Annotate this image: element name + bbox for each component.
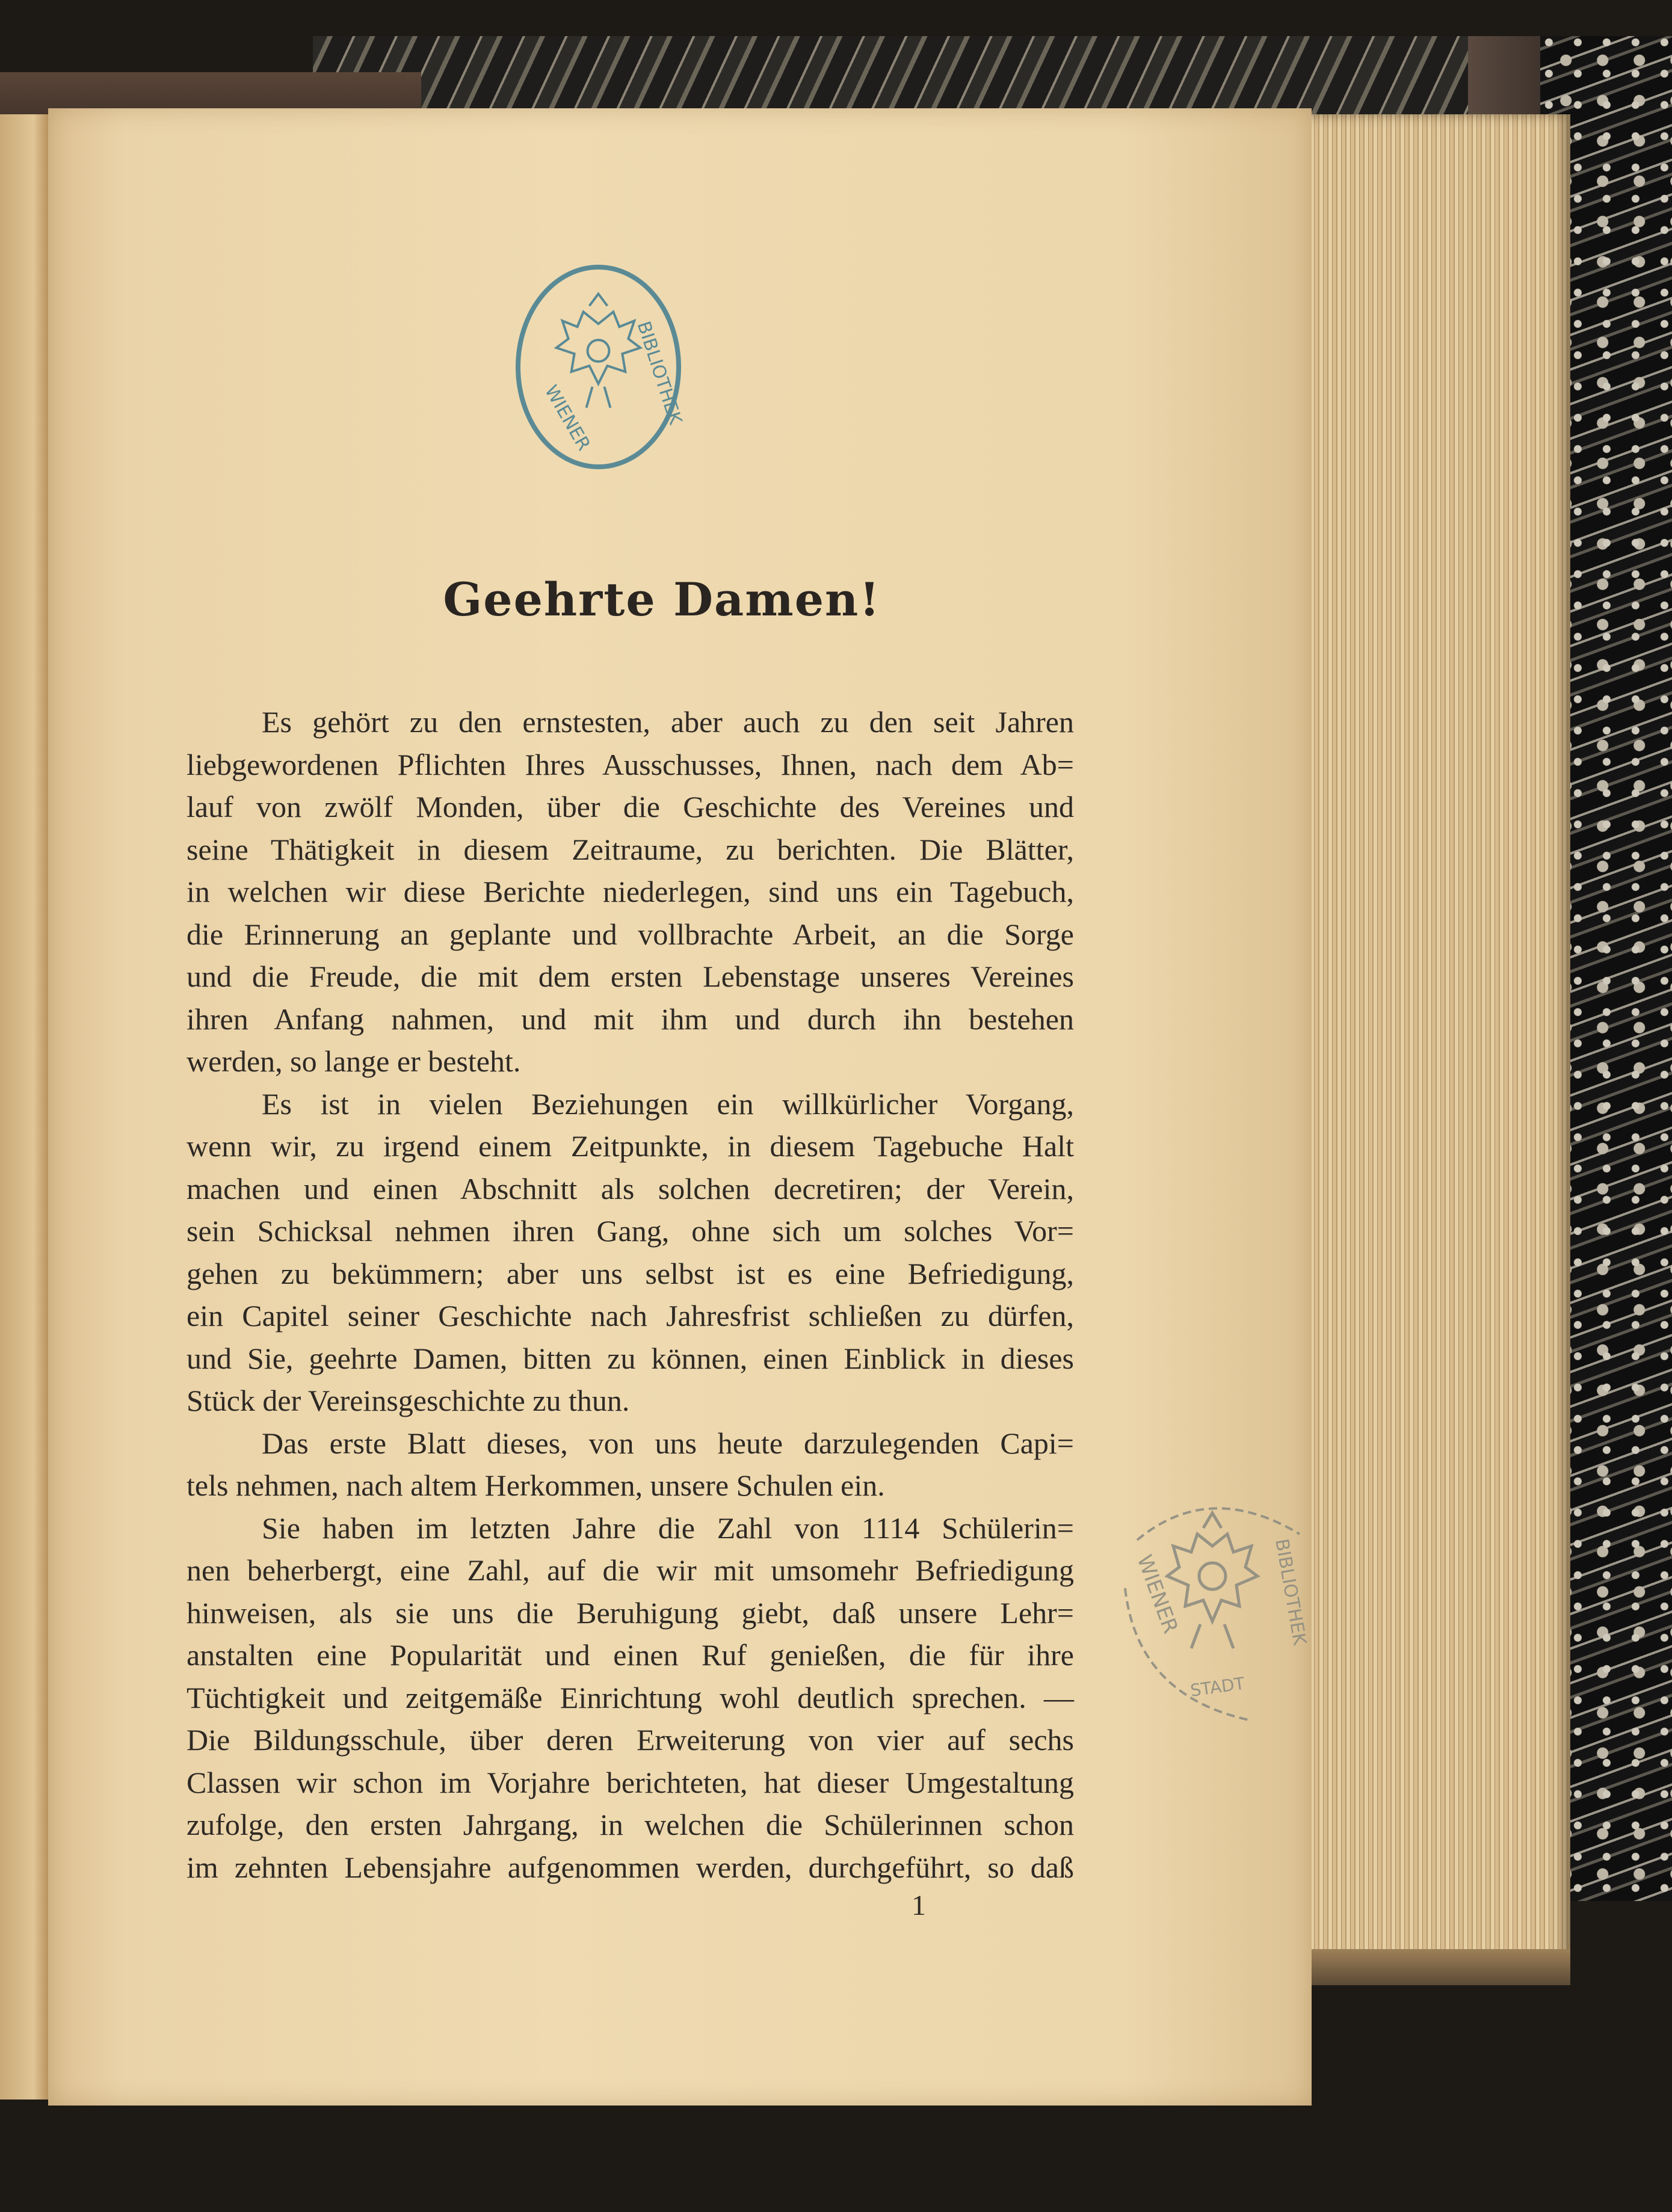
text-line: Es ist in vielen Beziehungen ein willkürlicher Vorgang, [262,1086,1074,1121]
paragraph [187,1507,1074,1889]
text-line: die Erinnerung an geplante und vollbrachte Arbeit, an die Sorge [187,917,1074,951]
text-line: im zehnten Lebensjahre aufgenommen werden, durchgeführt, so daß [187,1850,1074,1884]
page-block-bottom [1306,1949,1570,1985]
eagle-emblem-icon [520,270,686,464]
text-line: gehen zu bekümmern; aber uns selbst ist es eine Befriedigung, [187,1256,1074,1290]
text-line: ein Capitel seiner Geschichte nach Jahresfrist schließen zu dürfen, [187,1299,1074,1332]
svg-text:WIENER: WIENER [540,381,594,455]
text-line: tels nehmen, nach altem Herkommen, unsere Schulen ein. [187,1468,885,1502]
text-line: Tüchtigkeit und zeitgemäße Einrichtung wohl deutlich sprechen. — [187,1680,1074,1714]
text-line: lauf von zwölf Monden, über die Geschichte des Vereines und [187,790,1074,824]
svg-text:STADT: STADT [1189,1673,1246,1701]
paragraph [187,1083,1074,1422]
text-line: wenn wir, zu irgend einem Zeitpunkte, in diesem Tagebuche Halt [187,1129,1074,1163]
svg-text:BIBLIOTHEK: BIBLIOTHEK [1271,1537,1310,1647]
library-stamp-top [516,265,686,469]
library-stamp-bottom [1101,1468,1318,1745]
text-line: machen und einen Abschnitt als solchen decretiren; der Verein, [187,1171,1074,1206]
text-line: Classen wir schon im Vorjahre berichteten, hat dieser Umgestaltung [187,1765,1074,1799]
text-line: in welchen wir diese Berichte niederlegen, sind uns ein Tagebuch, [187,875,1074,908]
text-line: werden, so lange er besteht. [187,1044,521,1078]
text-line: nen beherbergt, eine Zahl, auf die wir mit umsomehr Befriedigung [187,1553,1074,1587]
text-line: Die Bildungsschule, über deren Erweiterung von vier auf sechs [187,1723,1074,1757]
text-line: Sie haben im letzten Jahre die Zahl von 1114 Schülerin= [262,1511,1074,1545]
text-line: und Sie, geehrte Damen, bitten zu können, einen Einblick in dieses [187,1341,1074,1375]
text-line: zufolge, den ersten Jahrgang, in welchen die Schülerinnen schon [187,1808,1074,1841]
body-text [187,701,1074,1888]
paragraph [187,701,1074,1083]
text-line: Das erste Blatt dieses, von uns heute darzulegenden Capi= [262,1426,1074,1460]
page-heading: Geehrte Damen! [443,573,881,626]
paragraph [187,1422,1074,1507]
eagle-emblem-icon [1101,1468,1318,1745]
text-line: ihren Anfang nahmen, und mit ihm und durch ihn bestehen [187,1002,1074,1036]
text-line: liebgewordenen Pflichten Ihres Ausschusses, Ihnen, nach dem Ab= [187,747,1074,781]
page-block-edges [1306,114,1570,1967]
text-line: sein Schicksal nehmen ihren Gang, ohne sich um solches Vor= [187,1214,1074,1248]
page-number: 1 [912,1890,926,1921]
svg-text:WIENER: WIENER [1132,1551,1183,1637]
text-line: und die Freude, die mit dem ersten Lebenstage unseres Vereines [187,960,1074,993]
text-line: seine Thätigkeit in diesem Zeitraume, zu berichten. Die Blätter, [187,832,1074,866]
left-page-edge [0,114,48,2100]
text-line: Es gehört zu den ernstesten, aber auch zu den seit Jahren [262,705,1074,739]
text-line: anstalten eine Popularität und einen Ruf genießen, die für ihre [187,1638,1074,1672]
svg-text:BIBLIOTHEK: BIBLIOTHEK [632,318,686,427]
text-line: Stück der Vereinsgeschichte zu thun. [187,1384,630,1417]
text-line: hinweisen, als sie uns die Beruhigung giebt, daß unsere Lehr= [187,1595,1074,1630]
